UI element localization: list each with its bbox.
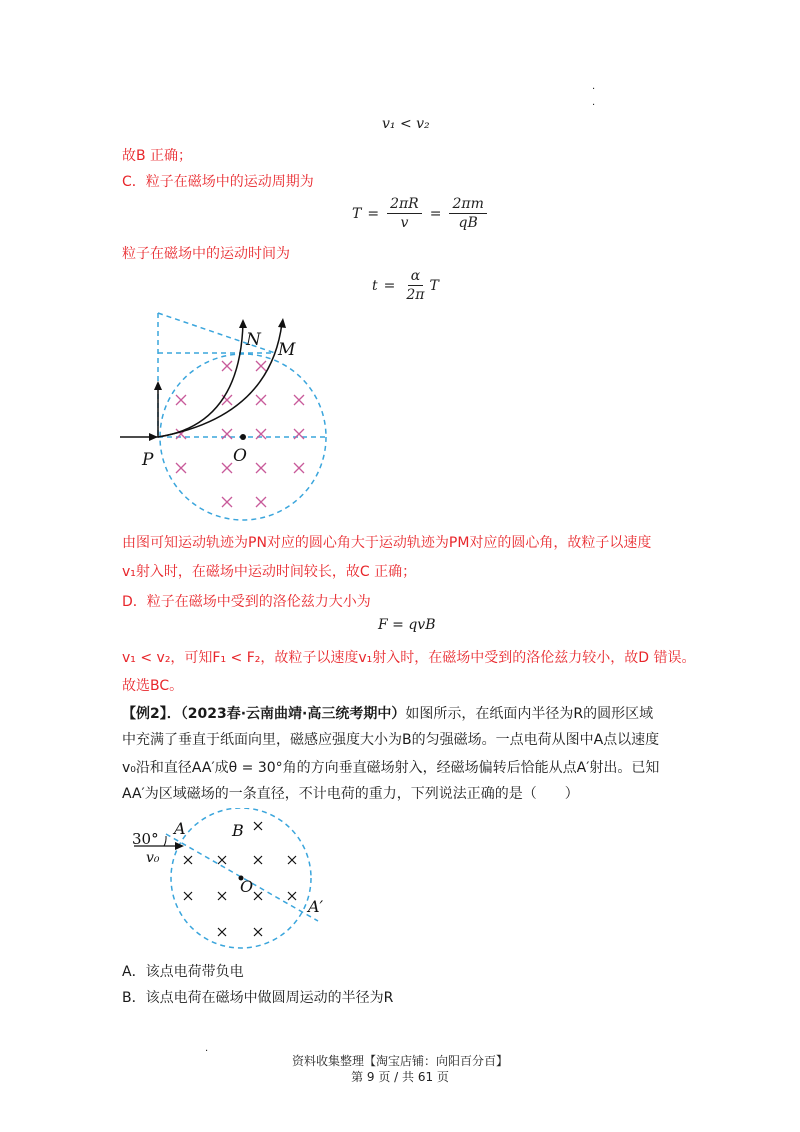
incoming-arrowhead (149, 433, 158, 441)
c-heading: C．粒子在磁场中的运动周期为 (122, 174, 314, 190)
option-a: A．该点电荷带负电 (122, 964, 244, 980)
label-m: M (278, 340, 296, 360)
trajectory-pn-arrowhead (239, 319, 247, 328)
time-tail: T (429, 277, 439, 294)
figure-explanation-2: v₁射入时，在磁场中运动时间较长，故C 正确； (122, 564, 417, 580)
label-o-2: O (240, 877, 254, 896)
time-lhs: t (372, 277, 378, 294)
trajectory-pn (158, 323, 243, 437)
period-lhs: T (352, 205, 362, 222)
comparison-line: v₁ < v₂，可知F₁ < F₂，故粒子以速度v₁射入时，在磁场中受到的洛伦兹力较小，故D 错误。 (122, 650, 696, 666)
label-b: B (232, 821, 244, 840)
corner-mark: · (592, 84, 596, 95)
trajectory-pm-arrowhead (278, 318, 286, 328)
period-f1-den: v (400, 215, 409, 231)
trajectory-pm (158, 323, 282, 437)
figure-explanation-1: 由图可知运动轨迹为PN对应的圆心角大于运动轨迹为PM对应的圆心角，故粒子以速度 (122, 535, 652, 551)
label-o: O (233, 446, 247, 466)
time-num: α (408, 268, 423, 286)
b-correct-line: 故B 正确； (122, 148, 193, 164)
option-b: B．该点电荷在磁场中做圆周运动的半径为R (122, 990, 394, 1006)
trajectory-figure (110, 305, 370, 535)
label-p: P (142, 450, 154, 470)
example-tag: 【例2】． (122, 706, 181, 722)
time-formula: t = $\frac{\alpha}{2\pi}$ T (372, 268, 439, 303)
period-f2-num: 2πm (449, 196, 486, 214)
example-text-1: 如图所示，在纸面内半径为R的圆形区域 (405, 706, 654, 722)
velocity-arrowhead (154, 381, 162, 390)
time-den: 2π (406, 287, 425, 303)
label-v0: v₀ (146, 850, 160, 866)
period-formula: T = $\frac{2\pi R}{v}$ = $\frac{2\pi m}{qB}$ (352, 196, 489, 231)
footer-dot: · (205, 1046, 209, 1057)
inequality-v1-v2: v₁ < v₂ (382, 116, 430, 132)
answer-line: 故选BC。 (122, 678, 184, 694)
example-figure (128, 808, 338, 958)
period-f2-den: qB (458, 215, 478, 231)
time-heading: 粒子在磁场中的运动时间为 (122, 246, 290, 262)
field-crosses (176, 361, 304, 507)
center-dot (240, 434, 246, 440)
example-line-3: v₀沿和直径AA′成θ = 30°角的方向垂直磁场射入，经磁场偏转后恰能从点A′射出。已知 (122, 760, 660, 776)
footer-page-number: 第 9 页 / 共 61 页 (351, 1070, 449, 1084)
force-formula: F = qvB (378, 617, 436, 633)
example-line-1 (122, 704, 653, 724)
label-n: N (246, 330, 261, 350)
corner-mark: · (592, 100, 596, 111)
label-a-prime: A′ (308, 897, 324, 916)
example-source: （2023春·云南曲靖·高三统考期中） (180, 706, 406, 722)
period-f1-num: 2πR (387, 196, 422, 214)
label-a: A (174, 819, 186, 838)
example-line-4: AA′为区域磁场的一条直径，不计电荷的重力，下列说法正确的是（ ） (122, 786, 579, 802)
label-angle: 30° (132, 830, 159, 848)
example-line-2: 中充满了垂直于纸面向里，磁感应强度大小为B的匀强磁场。一点电荷从图中A点以速度 (122, 732, 660, 748)
d-heading: D．粒子在磁场中受到的洛伦兹力大小为 (122, 594, 371, 610)
angle-arc (164, 836, 166, 846)
footer-source: 资料收集整理【淘宝店铺：向阳百分百】 (291, 1054, 508, 1068)
